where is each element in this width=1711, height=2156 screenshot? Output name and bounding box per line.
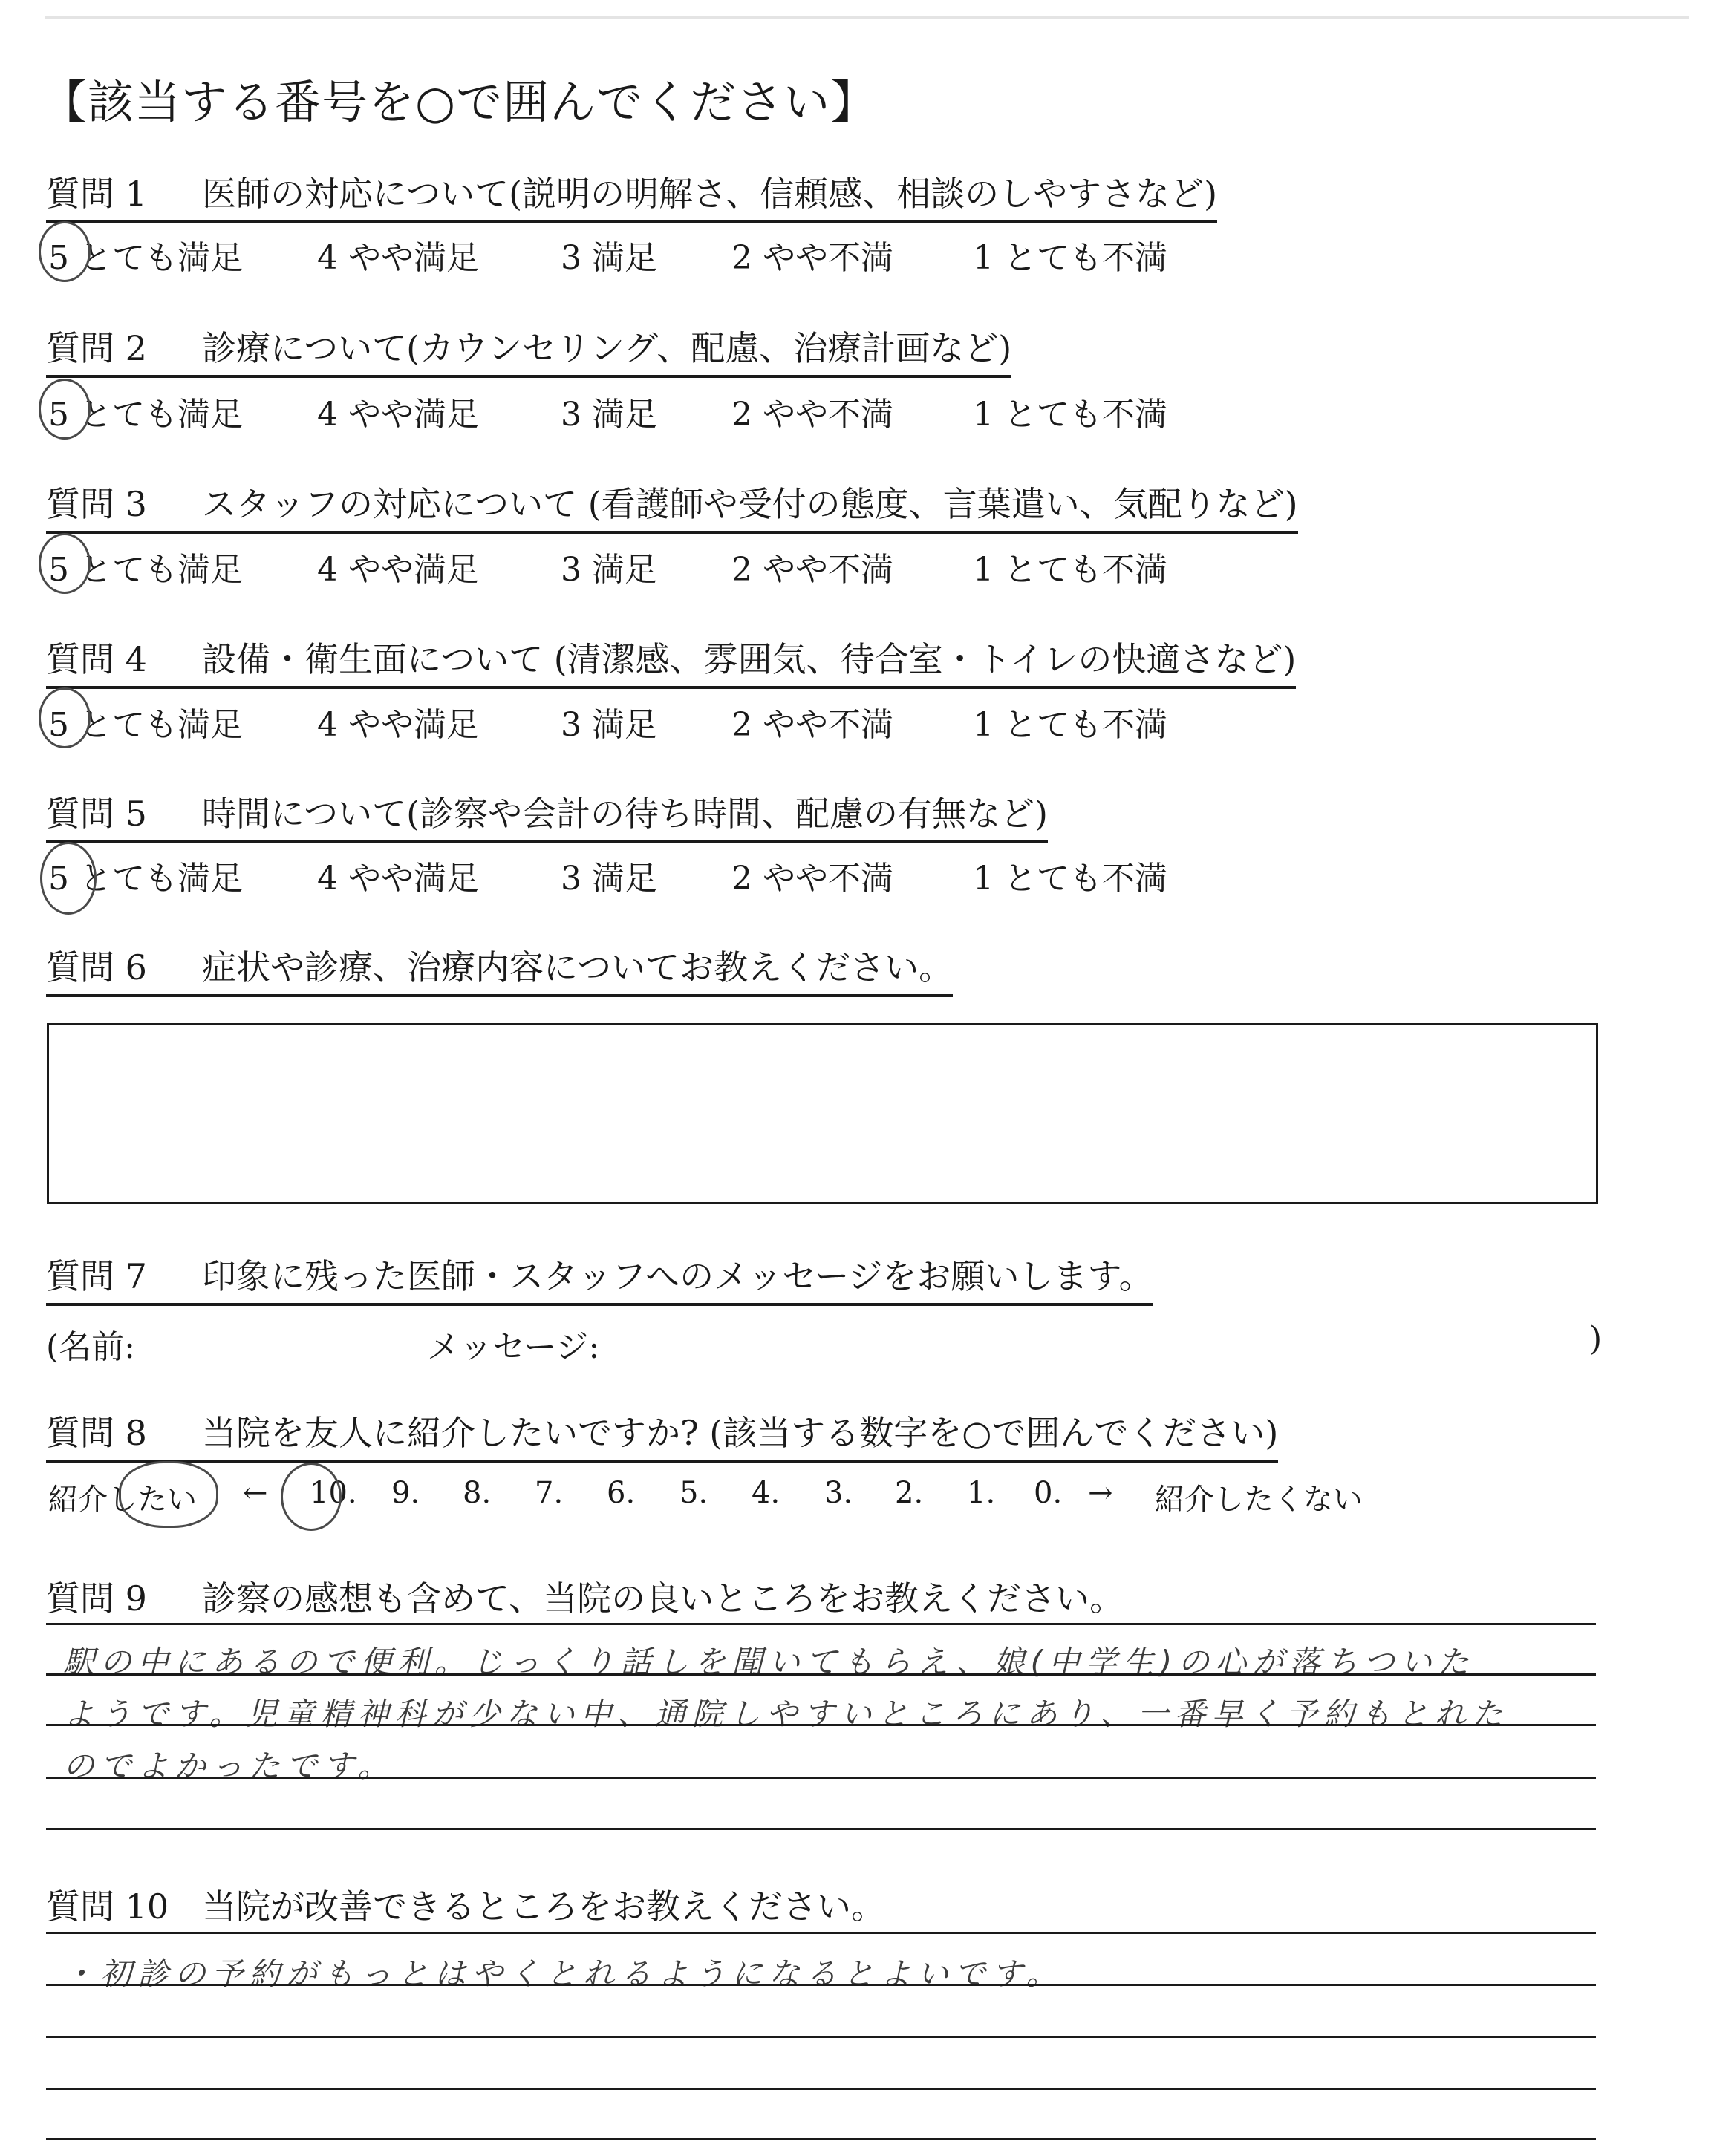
answer-line (46, 1673, 1596, 1676)
rating-option-5[interactable]: 5 とても満足 (48, 239, 243, 277)
question-10-heading (46, 1880, 885, 1933)
rating-option-2[interactable]: 2 やや不満 (731, 239, 893, 277)
recommend-option-4[interactable]: 4. (752, 1476, 780, 1510)
recommend-option-0[interactable]: 0. (1034, 1476, 1063, 1510)
question-text: 当院が改善できるところをお教えください。 (202, 1886, 885, 1927)
selection-circle (119, 1461, 218, 1528)
question-text: 設備・衛生面について (清潔感、雰囲気、待合室・トイレの快適さなど) (202, 639, 1297, 679)
rating-option-5[interactable]: 5 とても満足 (48, 551, 243, 589)
question-text: 医師の対応について(説明の明解さ、信頼感、相談のしやすさなど) (202, 174, 1218, 214)
recommend-option-6[interactable]: 6. (607, 1476, 636, 1510)
recommend-option-2[interactable]: 2. (895, 1476, 924, 1510)
question-text: スタッフの対応について (看護師や受付の態度、言葉遣い、気配りなど) (202, 484, 1298, 524)
answer-line (46, 1932, 1596, 1934)
question-3-heading (46, 477, 1298, 534)
question-8-heading (46, 1406, 1278, 1463)
recommend-option-7[interactable]: 7. (535, 1476, 564, 1510)
question-number: 質問 6 (46, 947, 147, 987)
selection-circle (39, 221, 91, 282)
question-1-heading (46, 167, 1217, 223)
rating-option-2[interactable]: 2 やや不満 (731, 551, 893, 589)
selection-circle (281, 1463, 342, 1531)
rating-option-3[interactable]: 3 満足 (561, 396, 657, 434)
question-7-heading (46, 1250, 1153, 1306)
rating-option-4[interactable]: 4 やや満足 (317, 239, 479, 277)
rating-option-1[interactable]: 1 とても不満 (973, 860, 1167, 898)
question-text: 当院を友人に紹介したいですか? (該当する数字を○で囲んでください) (202, 1413, 1279, 1453)
rating-option-3[interactable]: 3 満足 (561, 551, 657, 589)
recommend-option-1[interactable]: 1. (967, 1476, 996, 1510)
recommend-option-10[interactable]: 10. (310, 1476, 357, 1510)
recommend-scale (48, 1476, 1459, 1520)
answer-line (46, 1984, 1596, 1986)
answer-line (46, 2088, 1596, 2090)
answer-line (46, 1828, 1596, 1830)
q9-handwritten-line: 駅の中にあるので便利。じっくり話しを聞いてもらえ、娘(中学生)の心が落ちついた (63, 1644, 1475, 1680)
rating-option-4[interactable]: 4 やや満足 (317, 706, 479, 744)
recommend-right-label: 紹介したくない (1155, 1483, 1363, 1517)
answer-line (46, 1777, 1596, 1779)
question-number: 質問 7 (46, 1256, 147, 1296)
rating-option-3[interactable]: 3 満足 (561, 706, 657, 744)
question-number: 質問 3 (46, 484, 147, 524)
selection-circle (39, 379, 91, 440)
rating-option-2[interactable]: 2 やや不満 (731, 396, 893, 434)
top-border (45, 16, 1689, 19)
rating-scale-q3 (48, 543, 1236, 587)
rating-option-1[interactable]: 1 とても不満 (973, 551, 1167, 589)
question-number: 質問 4 (46, 639, 147, 679)
question-4-heading (46, 633, 1296, 689)
left-arrow: ← (243, 1476, 268, 1510)
rating-scale-q5 (48, 852, 1236, 896)
question-text: 症状や診療、治療内容についてお教えください。 (202, 947, 954, 987)
question-number: 質問 9 (46, 1578, 147, 1618)
right-arrow: → (1088, 1476, 1113, 1510)
question-number: 質問 10 (46, 1886, 169, 1927)
answer-line (46, 2138, 1596, 2140)
rating-option-3[interactable]: 3 満足 (561, 239, 657, 277)
recommend-left-label: 紹介したい (48, 1483, 197, 1517)
recommend-option-8[interactable]: 8. (463, 1476, 492, 1510)
recommend-option-5[interactable]: 5. (679, 1476, 708, 1510)
rating-option-5[interactable]: 5 とても満足 (48, 396, 243, 434)
rating-scale-q4 (48, 698, 1236, 742)
selection-circle (39, 533, 91, 594)
question-number: 質問 1 (46, 174, 147, 214)
question-number: 質問 2 (46, 328, 147, 368)
message-close-paren: ) (1589, 1320, 1603, 1358)
question-text: 診療について(カウンセリング、配慮、治療計画など) (202, 328, 1012, 368)
rating-option-5[interactable]: 5 とても満足 (48, 860, 243, 898)
name-label: (名前: (46, 1328, 135, 1366)
selection-circle (40, 842, 97, 915)
message-label: メッセージ: (427, 1328, 600, 1366)
q10-handwritten-line: ・初診の予約がもっとはやくとれるようになるとよいです。 (63, 1956, 1063, 1992)
question-number: 質問 8 (46, 1413, 147, 1453)
rating-option-4[interactable]: 4 やや満足 (317, 860, 479, 898)
question-5-heading (46, 787, 1048, 843)
question-9-heading (46, 1572, 1124, 1625)
rating-option-2[interactable]: 2 やや不満 (731, 860, 893, 898)
question-number: 質問 5 (46, 794, 147, 834)
question-text: 印象に残った医師・スタッフへのメッセージをお願いします。 (202, 1256, 1153, 1296)
rating-option-4[interactable]: 4 やや満足 (317, 396, 479, 434)
q6-answer-box[interactable] (47, 1023, 1598, 1204)
rating-option-4[interactable]: 4 やや満足 (317, 551, 479, 589)
question-2-heading (46, 321, 1011, 378)
rating-scale-q1 (48, 231, 1236, 275)
answer-line (46, 2036, 1596, 2038)
rating-option-5[interactable]: 5 とても満足 (48, 706, 243, 744)
q9-handwritten-line: ようです。児童精神科が少ない中、通院しやすいところにあり、一番早く予約もとれた (63, 1696, 1509, 1732)
recommend-option-3[interactable]: 3. (824, 1476, 853, 1510)
rating-scale-q2 (48, 388, 1236, 432)
question-text: 診察の感想も含めて、当院の良いところをお教えください。 (202, 1578, 1124, 1618)
q9-handwritten-line: のでよかったです。 (63, 1748, 395, 1784)
rating-option-3[interactable]: 3 満足 (561, 860, 657, 898)
rating-option-1[interactable]: 1 とても不満 (973, 706, 1167, 744)
recommend-option-9[interactable]: 9. (391, 1476, 420, 1510)
rating-option-1[interactable]: 1 とても不満 (973, 396, 1167, 434)
page-title: 【該当する番号を○で囲んでください】 (41, 75, 878, 129)
answer-line (46, 1623, 1596, 1625)
rating-option-2[interactable]: 2 やや不満 (731, 706, 893, 744)
question-6-heading (46, 941, 953, 997)
rating-option-1[interactable]: 1 とても不満 (973, 239, 1167, 277)
answer-line (46, 1724, 1596, 1726)
question-text: 時間について(診察や会計の待ち時間、配慮の有無など) (202, 794, 1048, 834)
selection-circle (39, 687, 91, 748)
